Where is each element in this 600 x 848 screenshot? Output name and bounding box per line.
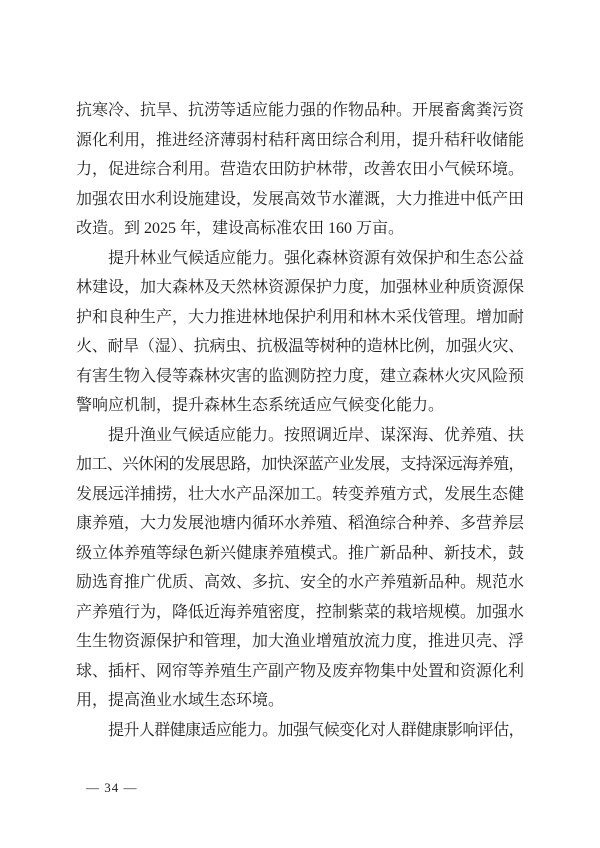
text-line: 加工、兴休闲的发展思路，加快深蓝产业发展，支持深远海养殖， [76,456,524,473]
text-line: 警响应机制，提升森林生态系统适应气候变化能力。 [76,397,445,414]
text-line: 产养殖行为，降低近海养殖密度，控制紫菜的栽培规模。加强水 [76,603,524,621]
text-line: 康养殖，大力发展池塘内循环水养殖、稻渔综合种养、多营养层 [76,515,524,532]
text-line: 提升人群健康适应能力。加强气候变化对人群健康影响评估， [108,721,524,739]
text-line: 护和良种生产，大力推进林地保护利用和林木采伐管理。增加耐 [76,308,524,326]
text-line: 生生物资源保护和管理，加大渔业增殖放流力度，推进贝壳、浮 [76,633,524,650]
text-line: 提升渔业气候适应能力。按照调近岸、谋深海、优养殖、扶 [108,426,524,444]
text-line: 用，提高渔业水域生态环境。 [76,692,285,709]
document-body [76,96,524,745]
text-line: 球、插杆、网帘等养殖生产副产物及废弃物集中处置和资源化利 [76,662,524,680]
page-number: — 34 — [86,780,138,795]
text-line: 林建设，加大森林及天然林资源保护力度，加强林业种质资源保 [76,279,524,296]
text-line: 抗寒冷、抗旱、抗涝等适应能力强的作物品种。开展畜禽粪污资 [76,102,524,119]
text-line: 力，促进综合利用。营造农田防护林带，改善农田小气候环境。 [76,161,524,178]
text-line: 级立体养殖等绿色新兴健康养殖模式。推广新品种、新技术，鼓 [76,544,524,562]
text-line: 提升林业气候适应能力。强化森林资源有效保护和生态公益 [108,249,524,267]
text-line: 励选育推广优质、高效、多抗、安全的水产养殖新品种。规范水 [76,574,524,591]
text-line: 发展远洋捕捞，壮大水产品深加工。转变养殖方式，发展生态健 [76,485,524,503]
paragraph [76,244,524,421]
paragraph [76,716,524,746]
paragraph [76,421,524,716]
text-line: 源化利用，推进经济薄弱村秸秆离田综合利用，提升秸秆收储能 [76,131,524,149]
page-footer [86,778,138,798]
text-line: 加强农田水利设施建设，发展高效节水灌溉，大力推进中低产田 [76,190,524,208]
text-line: 有害生物入侵等森林灾害的监测防控力度，建立森林火灾风险预 [76,367,524,385]
text-line: 改造。到 2025 年，建设高标准农田 160 万亩。 [76,220,405,237]
text-line: 火、耐旱（湿）、抗病虫、抗极温等树种的造林比例，加强火灾、 [76,338,524,355]
paragraph [76,96,524,244]
